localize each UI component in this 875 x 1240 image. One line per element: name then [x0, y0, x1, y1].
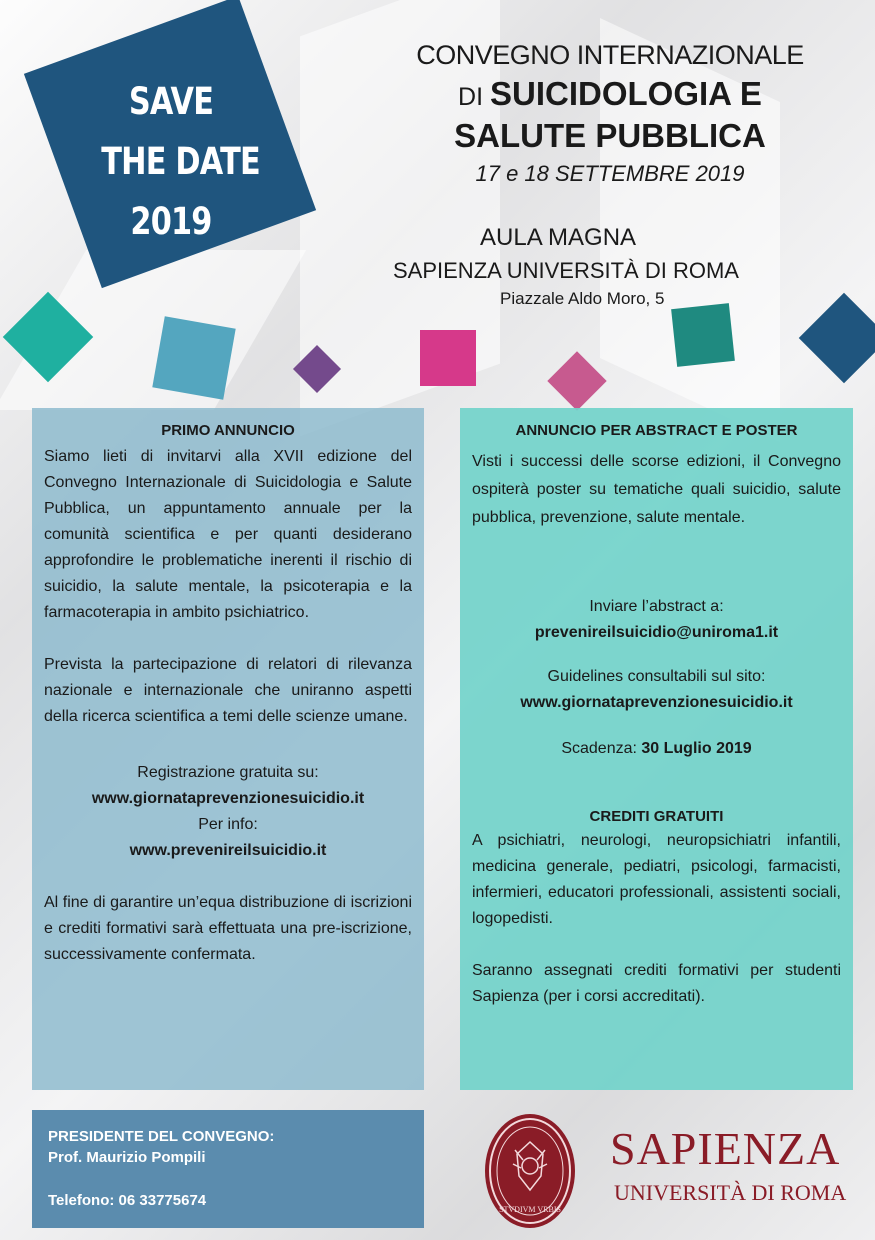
credits-title: CREDITI GRATUITI: [589, 808, 724, 825]
primo-annuncio-title: PRIMO ANNUNCIO: [161, 422, 295, 439]
guidelines-label: Guidelines consultabili sul sito:: [547, 668, 766, 685]
registration-label: Registrazione gratuita su:: [137, 764, 319, 781]
magenta-square-decoration: [420, 330, 476, 386]
green-square-decoration: [671, 303, 735, 367]
info-link[interactable]: www.prevenireilsuicidio.it: [129, 842, 327, 859]
deadline-date: 30 Luglio 2019: [641, 740, 752, 757]
venue-address: Piazzale Aldo Moro, 5: [500, 289, 665, 308]
event-header: [360, 40, 860, 187]
deadline-line: [472, 736, 841, 762]
save-the-date-text: [101, 72, 260, 252]
abstract-email-link[interactable]: prevenireilsuicidio@uniroma1.it: [534, 624, 779, 641]
deadline-label: Scadenza:: [561, 740, 642, 757]
pre-registration-paragraph: Al fine di garantire un’equa distribuzione di iscrizioni e crediti formativi sarà effettuata una pre-iscrizione, successivamente confermata.: [44, 894, 412, 963]
primo-annuncio-panel: [32, 408, 424, 1090]
event-date: 17 e 18 SETTEMBRE 2019: [475, 161, 745, 186]
event-title-line2: [360, 75, 860, 113]
event-title-line1: CONVEGNO INTERNAZIONALE: [416, 40, 804, 70]
abstract-poster-panel: [460, 408, 853, 1090]
guidelines-link[interactable]: www.giornataprevenzionesuicidio.it: [520, 694, 793, 711]
sapienza-logo-subtitle: UNIVERSITÀ DI ROMA: [614, 1180, 847, 1205]
president-box: [32, 1110, 424, 1228]
president-label: PRESIDENTE DEL CONVEGNO:: [48, 1128, 275, 1145]
registration-link[interactable]: www.giornataprevenzionesuicidio.it: [91, 790, 365, 807]
save-line: SAVE: [128, 80, 214, 123]
blue-square-decoration: [152, 316, 235, 399]
year-line: 2019: [130, 200, 212, 243]
di-prefix: DI: [458, 83, 490, 111]
president-phone: Telefono: 06 33775674: [48, 1192, 207, 1209]
the-date-line: THE DATE: [101, 140, 260, 183]
abstract-poster-title: ANNUNCIO PER ABSTRACT E POSTER: [515, 422, 798, 439]
abstract-label: Inviare l’abstract a:: [589, 598, 724, 615]
venue-name: AULA MAGNA: [480, 224, 637, 251]
credits-paragraph: A psichiatri, neurologi, neuropsichiatri infantili, medicina generale, pediatri, psicologi, farmacisti, infermieri, educatori professionali, assistenti sociali, logopedisti.: [472, 832, 841, 927]
intro-paragraph: Siamo lieti di invitarvi alla XVII edizione del Convegno Internazionale di Suicidologia e Salute Pubblica, un appuntamento annuale per la comunità scientifica e per quanti desiderano approfondire le problematiche inerenti il rischio di suicidio, la salute mentale, la psicoterapia e la farmacoterapia in ambito psichiatrico.: [44, 448, 412, 621]
speakers-paragraph: Prevista la partecipazione di relatori di rilevanza nazionale e internazionale che uniranno aspetti della ricerca scientifica a temi delle scienze umane.: [44, 656, 412, 725]
university-name: SAPIENZA UNIVERSITÀ DI ROMA: [393, 258, 739, 283]
info-label: Per info:: [198, 816, 258, 833]
seal-motto: STVDIVM VRBIS: [499, 1205, 561, 1214]
seal-icon: [485, 1114, 575, 1228]
suicidologia-text: SUICIDOLOGIA E: [489, 75, 762, 112]
students-paragraph: Saranno assegnati crediti formativi per studenti Sapienza (per i corsi accreditati).: [472, 962, 841, 1005]
sapienza-logo-text: SAPIENZA: [610, 1123, 841, 1174]
poster-paragraph: Visti i successi delle scorse edizioni, il Convegno ospiterà poster su tematiche quali suicidio, salute pubblica, prevenzione, salute mentale.: [472, 453, 841, 526]
event-title-line3: SALUTE PUBBLICA: [454, 117, 766, 154]
president-name: Prof. Maurizio Pompili: [48, 1149, 206, 1166]
